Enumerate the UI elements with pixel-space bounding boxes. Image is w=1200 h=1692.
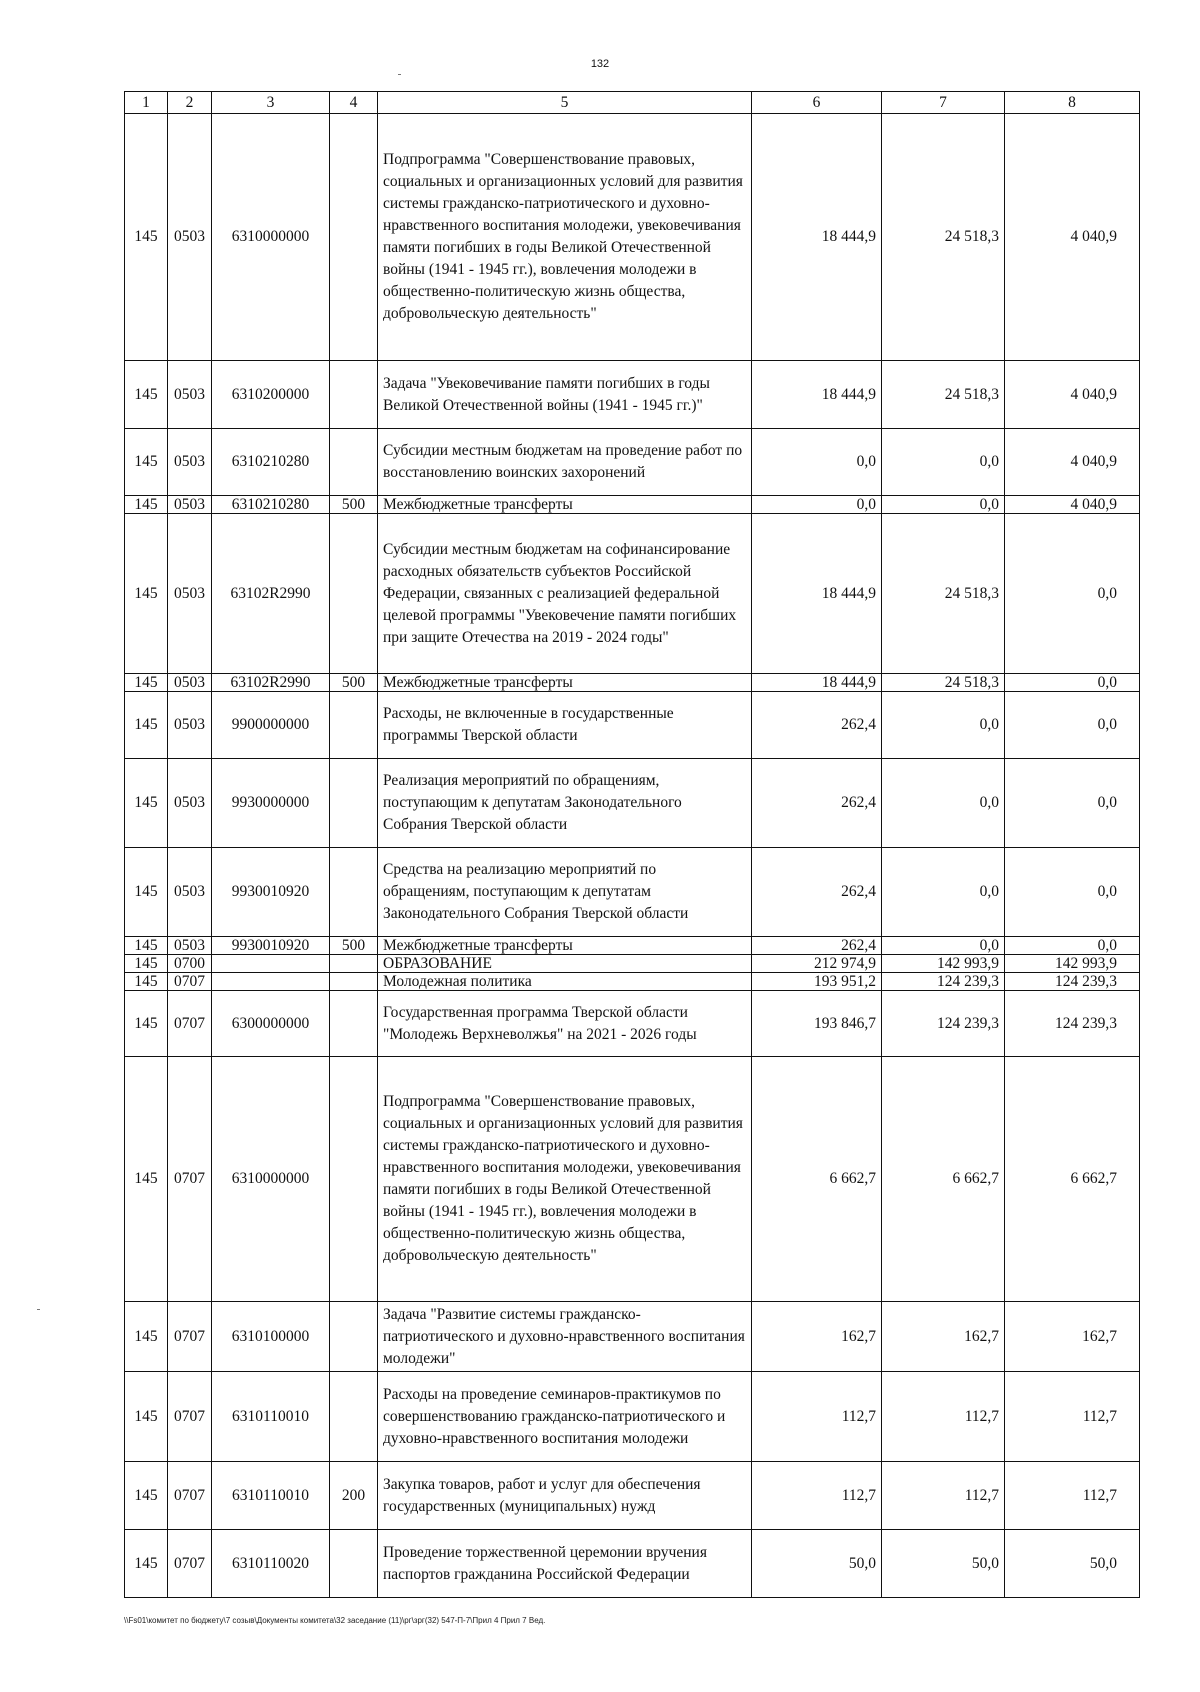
description-cell: ОБРАЗОВАНИЕ xyxy=(378,955,752,973)
amount-col7-cell: 162,7 xyxy=(882,1302,1005,1372)
amount-col8-cell: 142 993,9 xyxy=(1005,955,1140,973)
expense-type-cell xyxy=(330,514,378,674)
section-code-cell: 0503 xyxy=(168,692,212,759)
expense-type-cell xyxy=(330,361,378,429)
table-row xyxy=(125,973,1140,991)
table-row xyxy=(125,1302,1140,1372)
table-row xyxy=(125,514,1140,674)
header-row xyxy=(125,92,1140,114)
expense-type-cell: 500 xyxy=(330,937,378,955)
table-row xyxy=(125,848,1140,937)
amount-col7-cell: 142 993,9 xyxy=(882,955,1005,973)
expense-type-cell xyxy=(330,973,378,991)
amount-col6-cell: 212 974,9 xyxy=(752,955,882,973)
target-article-cell: 6310100000 xyxy=(212,1302,330,1372)
ministry-code-cell: 145 xyxy=(125,114,168,361)
table-row xyxy=(125,496,1140,514)
amount-col8-cell: 124 239,3 xyxy=(1005,973,1140,991)
table-row xyxy=(125,991,1140,1057)
amount-col7-cell: 24 518,3 xyxy=(882,674,1005,692)
header-cell: 8 xyxy=(1005,92,1140,114)
header-cell: 6 xyxy=(752,92,882,114)
amount-col7-cell: 0,0 xyxy=(882,937,1005,955)
scan-speck xyxy=(37,1309,40,1310)
ministry-code-cell: 145 xyxy=(125,496,168,514)
target-article-cell: 6310210280 xyxy=(212,496,330,514)
section-code-cell: 0503 xyxy=(168,937,212,955)
expense-type-cell xyxy=(330,955,378,973)
amount-col7-cell: 0,0 xyxy=(882,848,1005,937)
table-row xyxy=(125,1462,1140,1530)
amount-col7-cell: 0,0 xyxy=(882,759,1005,848)
amount-col6-cell: 193 951,2 xyxy=(752,973,882,991)
target-article-cell: 9900000000 xyxy=(212,692,330,759)
page-number: 132 xyxy=(590,58,610,70)
amount-col6-cell: 0,0 xyxy=(752,496,882,514)
description-cell: Закупка товаров, работ и услуг для обеспечения государственных (муниципальных) нужд xyxy=(378,1462,752,1530)
amount-col7-cell: 24 518,3 xyxy=(882,114,1005,361)
table-row xyxy=(125,429,1140,496)
amount-col6-cell: 193 846,7 xyxy=(752,991,882,1057)
target-article-cell: 9930010920 xyxy=(212,937,330,955)
amount-col6-cell: 18 444,9 xyxy=(752,674,882,692)
table-row xyxy=(125,1530,1140,1598)
table-row xyxy=(125,1057,1140,1302)
expense-type-cell: 200 xyxy=(330,1462,378,1530)
section-code-cell: 0707 xyxy=(168,973,212,991)
scan-speck xyxy=(398,74,401,75)
target-article-cell: 63102R2990 xyxy=(212,514,330,674)
amount-col7-cell: 24 518,3 xyxy=(882,514,1005,674)
amount-col6-cell: 18 444,9 xyxy=(752,514,882,674)
amount-col7-cell: 6 662,7 xyxy=(882,1057,1005,1302)
ministry-code-cell: 145 xyxy=(125,1057,168,1302)
amount-col8-cell: 162,7 xyxy=(1005,1302,1140,1372)
expense-type-cell xyxy=(330,692,378,759)
ministry-code-cell: 145 xyxy=(125,674,168,692)
ministry-code-cell: 145 xyxy=(125,973,168,991)
header-cell: 7 xyxy=(882,92,1005,114)
amount-col7-cell: 0,0 xyxy=(882,496,1005,514)
ministry-code-cell: 145 xyxy=(125,937,168,955)
ministry-code-cell: 145 xyxy=(125,1372,168,1462)
description-cell: Подпрограмма "Совершенствование правовых, социальных и организационных условий для развития системы гражданско-патриотического и духовно-нравственного воспитания молодежи, увековечивания памяти погибших в годы Великой Отечественной войны (1941 - 1945 гг.), вовлечения молодежи в общественно-политическую жизнь общества, добровольческую деятельность" xyxy=(378,1057,752,1302)
ministry-code-cell: 145 xyxy=(125,1530,168,1598)
table-row xyxy=(125,674,1140,692)
amount-col8-cell: 6 662,7 xyxy=(1005,1057,1140,1302)
description-cell: Проведение торжественной церемонии вручения паспортов гражданина Российской Федерации xyxy=(378,1530,752,1598)
header-cell: 1 xyxy=(125,92,168,114)
table-row xyxy=(125,692,1140,759)
ministry-code-cell: 145 xyxy=(125,692,168,759)
amount-col6-cell: 112,7 xyxy=(752,1462,882,1530)
table-row xyxy=(125,759,1140,848)
section-code-cell: 0503 xyxy=(168,848,212,937)
file-path-footer: \\Fs01\комитет по бюджету\7 созыв\Документы комитета\32 заседание (11)\рг\зрг(32) 547-П-7\Прил 4 Прил 7 Вед. xyxy=(124,1616,546,1625)
table-row xyxy=(125,955,1140,973)
amount-col6-cell: 262,4 xyxy=(752,937,882,955)
amount-col6-cell: 262,4 xyxy=(752,759,882,848)
amount-col8-cell: 0,0 xyxy=(1005,674,1140,692)
section-code-cell: 0707 xyxy=(168,1057,212,1302)
description-cell: Расходы на проведение семинаров-практикумов по совершенствованию гражданско-патриотического и духовно-нравственного воспитания молодежи xyxy=(378,1372,752,1462)
section-code-cell: 0503 xyxy=(168,514,212,674)
section-code-cell: 0707 xyxy=(168,1530,212,1598)
amount-col7-cell: 124 239,3 xyxy=(882,973,1005,991)
table-row xyxy=(125,1372,1140,1462)
target-article-cell xyxy=(212,973,330,991)
amount-col6-cell: 0,0 xyxy=(752,429,882,496)
description-cell: Задача "Увековечивание памяти погибших в годы Великой Отечественной войны (1941 - 1945 гг.)" xyxy=(378,361,752,429)
expense-type-cell xyxy=(330,1057,378,1302)
amount-col6-cell: 262,4 xyxy=(752,692,882,759)
amount-col6-cell: 18 444,9 xyxy=(752,114,882,361)
description-cell: Субсидии местным бюджетам на проведение работ по восстановлению воинских захоронений xyxy=(378,429,752,496)
amount-col6-cell: 162,7 xyxy=(752,1302,882,1372)
target-article-cell: 6310000000 xyxy=(212,114,330,361)
ministry-code-cell: 145 xyxy=(125,1462,168,1530)
header-cell: 5 xyxy=(378,92,752,114)
amount-col8-cell: 50,0 xyxy=(1005,1530,1140,1598)
amount-col8-cell: 0,0 xyxy=(1005,848,1140,937)
section-code-cell: 0503 xyxy=(168,496,212,514)
amount-col6-cell: 18 444,9 xyxy=(752,361,882,429)
ministry-code-cell: 145 xyxy=(125,991,168,1057)
target-article-cell: 6310110020 xyxy=(212,1530,330,1598)
amount-col8-cell: 4 040,9 xyxy=(1005,114,1140,361)
target-article-cell: 6300000000 xyxy=(212,991,330,1057)
amount-col6-cell: 50,0 xyxy=(752,1530,882,1598)
budget-table xyxy=(124,91,1140,1598)
section-code-cell: 0707 xyxy=(168,1302,212,1372)
amount-col7-cell: 50,0 xyxy=(882,1530,1005,1598)
expense-type-cell xyxy=(330,114,378,361)
expense-type-cell xyxy=(330,1302,378,1372)
description-cell: Подпрограмма "Совершенствование правовых, социальных и организационных условий для развития системы гражданско-патриотического и духовно-нравственного воспитания молодежи, увековечивания памяти погибших в годы Великой Отечественной войны (1941 - 1945 гг.), вовлечения молодежи в общественно-политическую жизнь общества, добровольческую деятельность" xyxy=(378,114,752,361)
section-code-cell: 0503 xyxy=(168,674,212,692)
amount-col8-cell: 0,0 xyxy=(1005,937,1140,955)
expense-type-cell xyxy=(330,1372,378,1462)
amount-col8-cell: 112,7 xyxy=(1005,1462,1140,1530)
section-code-cell: 0503 xyxy=(168,361,212,429)
amount-col6-cell: 262,4 xyxy=(752,848,882,937)
section-code-cell: 0707 xyxy=(168,1372,212,1462)
description-cell: Молодежная политика xyxy=(378,973,752,991)
table-row xyxy=(125,361,1140,429)
header-cell: 3 xyxy=(212,92,330,114)
section-code-cell: 0707 xyxy=(168,991,212,1057)
amount-col8-cell: 4 040,9 xyxy=(1005,429,1140,496)
section-code-cell: 0700 xyxy=(168,955,212,973)
amount-col8-cell: 4 040,9 xyxy=(1005,496,1140,514)
description-cell: Средства на реализацию мероприятий по обращениям, поступающим к депутатам Законодательного Собрания Тверской области xyxy=(378,848,752,937)
expense-type-cell xyxy=(330,991,378,1057)
amount-col8-cell: 4 040,9 xyxy=(1005,361,1140,429)
ministry-code-cell: 145 xyxy=(125,1302,168,1372)
ministry-code-cell: 145 xyxy=(125,514,168,674)
target-article-cell: 9930000000 xyxy=(212,759,330,848)
amount-col6-cell: 112,7 xyxy=(752,1372,882,1462)
expense-type-cell: 500 xyxy=(330,674,378,692)
target-article-cell: 6310210280 xyxy=(212,429,330,496)
target-article-cell: 6310110010 xyxy=(212,1372,330,1462)
section-code-cell: 0707 xyxy=(168,1462,212,1530)
amount-col7-cell: 124 239,3 xyxy=(882,991,1005,1057)
amount-col7-cell: 112,7 xyxy=(882,1372,1005,1462)
expense-type-cell xyxy=(330,759,378,848)
target-article-cell: 6310110010 xyxy=(212,1462,330,1530)
ministry-code-cell: 145 xyxy=(125,361,168,429)
amount-col8-cell: 0,0 xyxy=(1005,514,1140,674)
amount-col8-cell: 0,0 xyxy=(1005,692,1140,759)
table-row xyxy=(125,114,1140,361)
expense-type-cell xyxy=(330,848,378,937)
ministry-code-cell: 145 xyxy=(125,955,168,973)
description-cell: Межбюджетные трансферты xyxy=(378,674,752,692)
amount-col8-cell: 0,0 xyxy=(1005,759,1140,848)
ministry-code-cell: 145 xyxy=(125,429,168,496)
header-cell: 4 xyxy=(330,92,378,114)
ministry-code-cell: 145 xyxy=(125,759,168,848)
amount-col8-cell: 124 239,3 xyxy=(1005,991,1140,1057)
header-cell: 2 xyxy=(168,92,212,114)
section-code-cell: 0503 xyxy=(168,429,212,496)
amount-col7-cell: 0,0 xyxy=(882,692,1005,759)
target-article-cell: 6310200000 xyxy=(212,361,330,429)
section-code-cell: 0503 xyxy=(168,114,212,361)
amount-col6-cell: 6 662,7 xyxy=(752,1057,882,1302)
amount-col7-cell: 0,0 xyxy=(882,429,1005,496)
description-cell: Межбюджетные трансферты xyxy=(378,496,752,514)
ministry-code-cell: 145 xyxy=(125,848,168,937)
table-row xyxy=(125,937,1140,955)
section-code-cell: 0503 xyxy=(168,759,212,848)
amount-col7-cell: 112,7 xyxy=(882,1462,1005,1530)
expense-type-cell xyxy=(330,1530,378,1598)
amount-col8-cell: 112,7 xyxy=(1005,1372,1140,1462)
target-article-cell: 6310000000 xyxy=(212,1057,330,1302)
target-article-cell: 9930010920 xyxy=(212,848,330,937)
description-cell: Задача "Развитие системы гражданско-патриотического и духовно-нравственного воспитания молодежи" xyxy=(378,1302,752,1372)
target-article-cell xyxy=(212,955,330,973)
description-cell: Реализация мероприятий по обращениям, поступающим к депутатам Законодательного Собрания Тверской области xyxy=(378,759,752,848)
target-article-cell: 63102R2990 xyxy=(212,674,330,692)
amount-col7-cell: 24 518,3 xyxy=(882,361,1005,429)
description-cell: Субсидии местным бюджетам на софинансирование расходных обязательств субъектов Российской Федерации, связанных с реализацией федеральной целевой программы "Увековечение памяти погибших при защите Отечества на 2019 - 2024 годы" xyxy=(378,514,752,674)
description-cell: Межбюджетные трансферты xyxy=(378,937,752,955)
description-cell: Расходы, не включенные в государственные программы Тверской области xyxy=(378,692,752,759)
expense-type-cell xyxy=(330,429,378,496)
expense-type-cell: 500 xyxy=(330,496,378,514)
description-cell: Государственная программа Тверской области "Молодежь Верхневолжья" на 2021 - 2026 годы xyxy=(378,991,752,1057)
